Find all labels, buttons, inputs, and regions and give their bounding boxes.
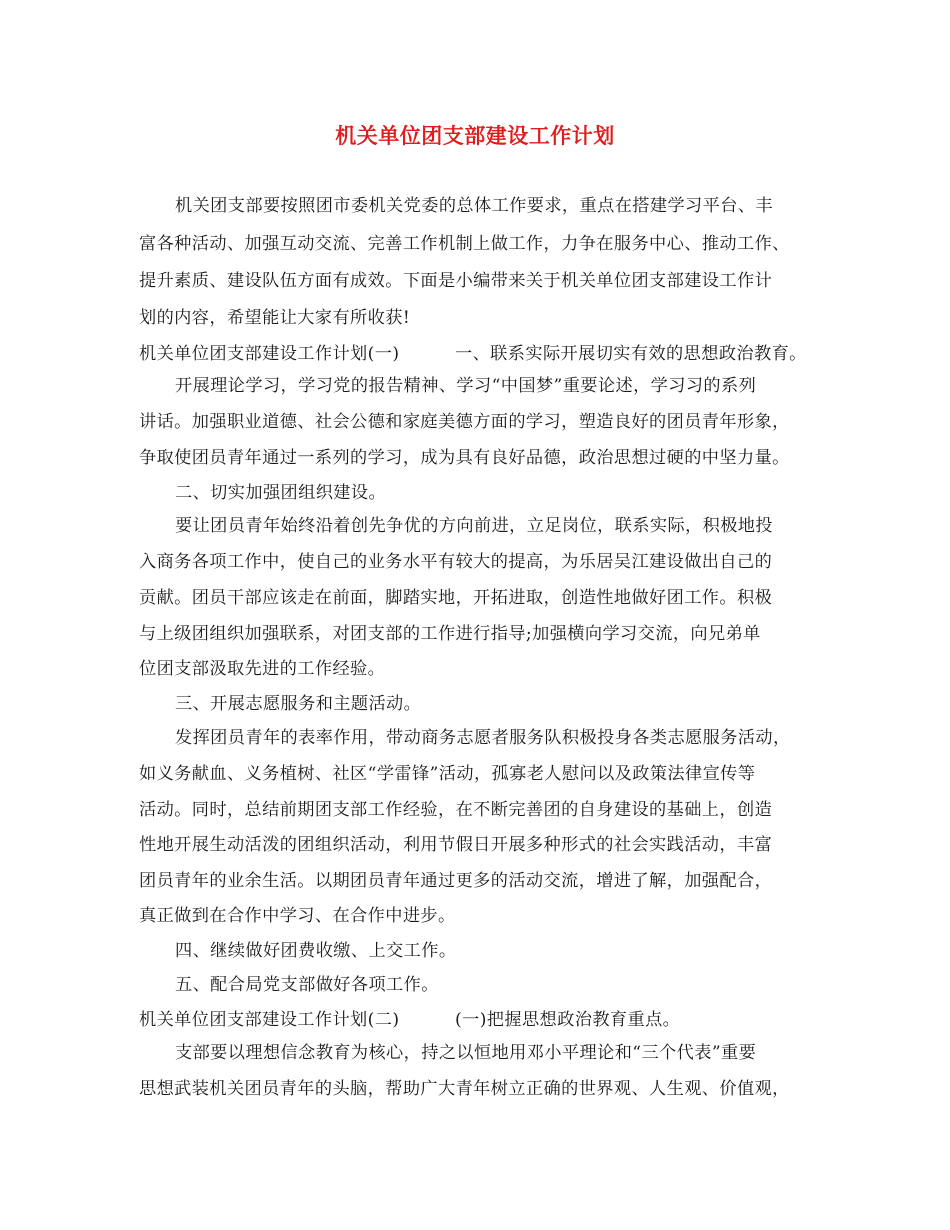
plan2-line: 支部要以理想信念教育为核心，持之以恒地用邓小平理论和“三个代表”重要 <box>175 1043 757 1063</box>
intro-line: 提升素质、建设队伍方面有成效。下面是小编带来关于机关单位团支部建设工作计 <box>139 271 773 291</box>
sec2-line: 与上级团组织加强联系，对团支部的工作进行指导;加强横向学习交流，向兄弟单 <box>139 624 761 644</box>
intro-line: 划的内容，希望能让大家有所收获! <box>139 308 411 328</box>
intro-line: 机关团支部要按照团市委机关党委的总体工作要求，重点在搭建学习平台、丰 <box>175 196 773 216</box>
plan2-heading: 机关单位团支部建设工作计划(二) <box>139 1010 400 1030</box>
sec4-heading: 四、继续做好团费收缴、上交工作。 <box>175 941 457 961</box>
sec2-line: 贡献。团员干部应该走在前面，脚踏实地，开拓进取，创造性地做好团工作。积极 <box>139 588 773 608</box>
document-title: 机关单位团支部建设工作计划 <box>335 123 615 148</box>
plan2-line: 思想武装机关团员青年的头脑，帮助广大青年树立正确的世界观、人生观、价值观， <box>139 1079 790 1099</box>
sec1-line: 争取使团员青年通过一系列的学习，成为具有良好品德，政治思想过硬的中坚力量。 <box>139 448 790 468</box>
plan2-subheading: (一)把握思想政治教育重点。 <box>455 1010 681 1030</box>
sec3-line: 活动。同时，总结前期团支部工作经验，在不断完善团的自身建设的基础上，创造 <box>139 800 773 820</box>
sec3-line: 如义务献血、义务植树、社区“学雷锋”活动，孤寡老人慰问以及政策法律宣传等 <box>139 764 756 784</box>
sec2-line: 要让团员青年始终沿着创先争优的方向前进，立足岗位，联系实际，积极地投 <box>175 516 773 536</box>
sec3-line: 真正做到在合作中学习、在合作中进步。 <box>139 906 456 926</box>
sec3-line: 团员青年的业余生活。以期团员青年通过更多的活动交流，增进了解，加强配合， <box>139 871 773 891</box>
sec3-line: 性地开展生动活泼的团组织活动，利用节假日开展多种形式的社会实践活动，丰富 <box>139 835 773 855</box>
sec3-line: 发挥团员青年的表率作用，带动商务志愿者服务队积极投身各类志愿服务活动， <box>175 728 791 748</box>
plan1-heading: 机关单位团支部建设工作计划(一) <box>139 344 400 364</box>
sec2-line: 入商务各项工作中，使自己的业务水平有较大的提高，为乐居吴江建设做出自己的 <box>139 552 773 572</box>
sec2-heading: 二、切实加强团组织建设。 <box>175 483 387 503</box>
sec5-heading: 五、配合局党支部做好各项工作。 <box>175 975 439 995</box>
sec2-line: 位团支部汲取先进的工作经验。 <box>139 659 386 679</box>
plan1-subheading: 一、联系实际开展切实有效的思想政治教育。 <box>455 344 807 364</box>
sec3-heading: 三、开展志愿服务和主题活动。 <box>175 694 422 714</box>
sec1-line: 开展理论学习，学习党的报告精神、学习“中国梦”重要论述，学习习的系列 <box>175 376 757 396</box>
sec1-line: 讲话。加强职业道德、社会公德和家庭美德方面的学习，塑造良好的团员青年形象， <box>139 412 790 432</box>
intro-line: 富各种活动、加强互动交流、完善工作机制上做工作，力争在服务中心、推动工作、 <box>139 234 790 254</box>
